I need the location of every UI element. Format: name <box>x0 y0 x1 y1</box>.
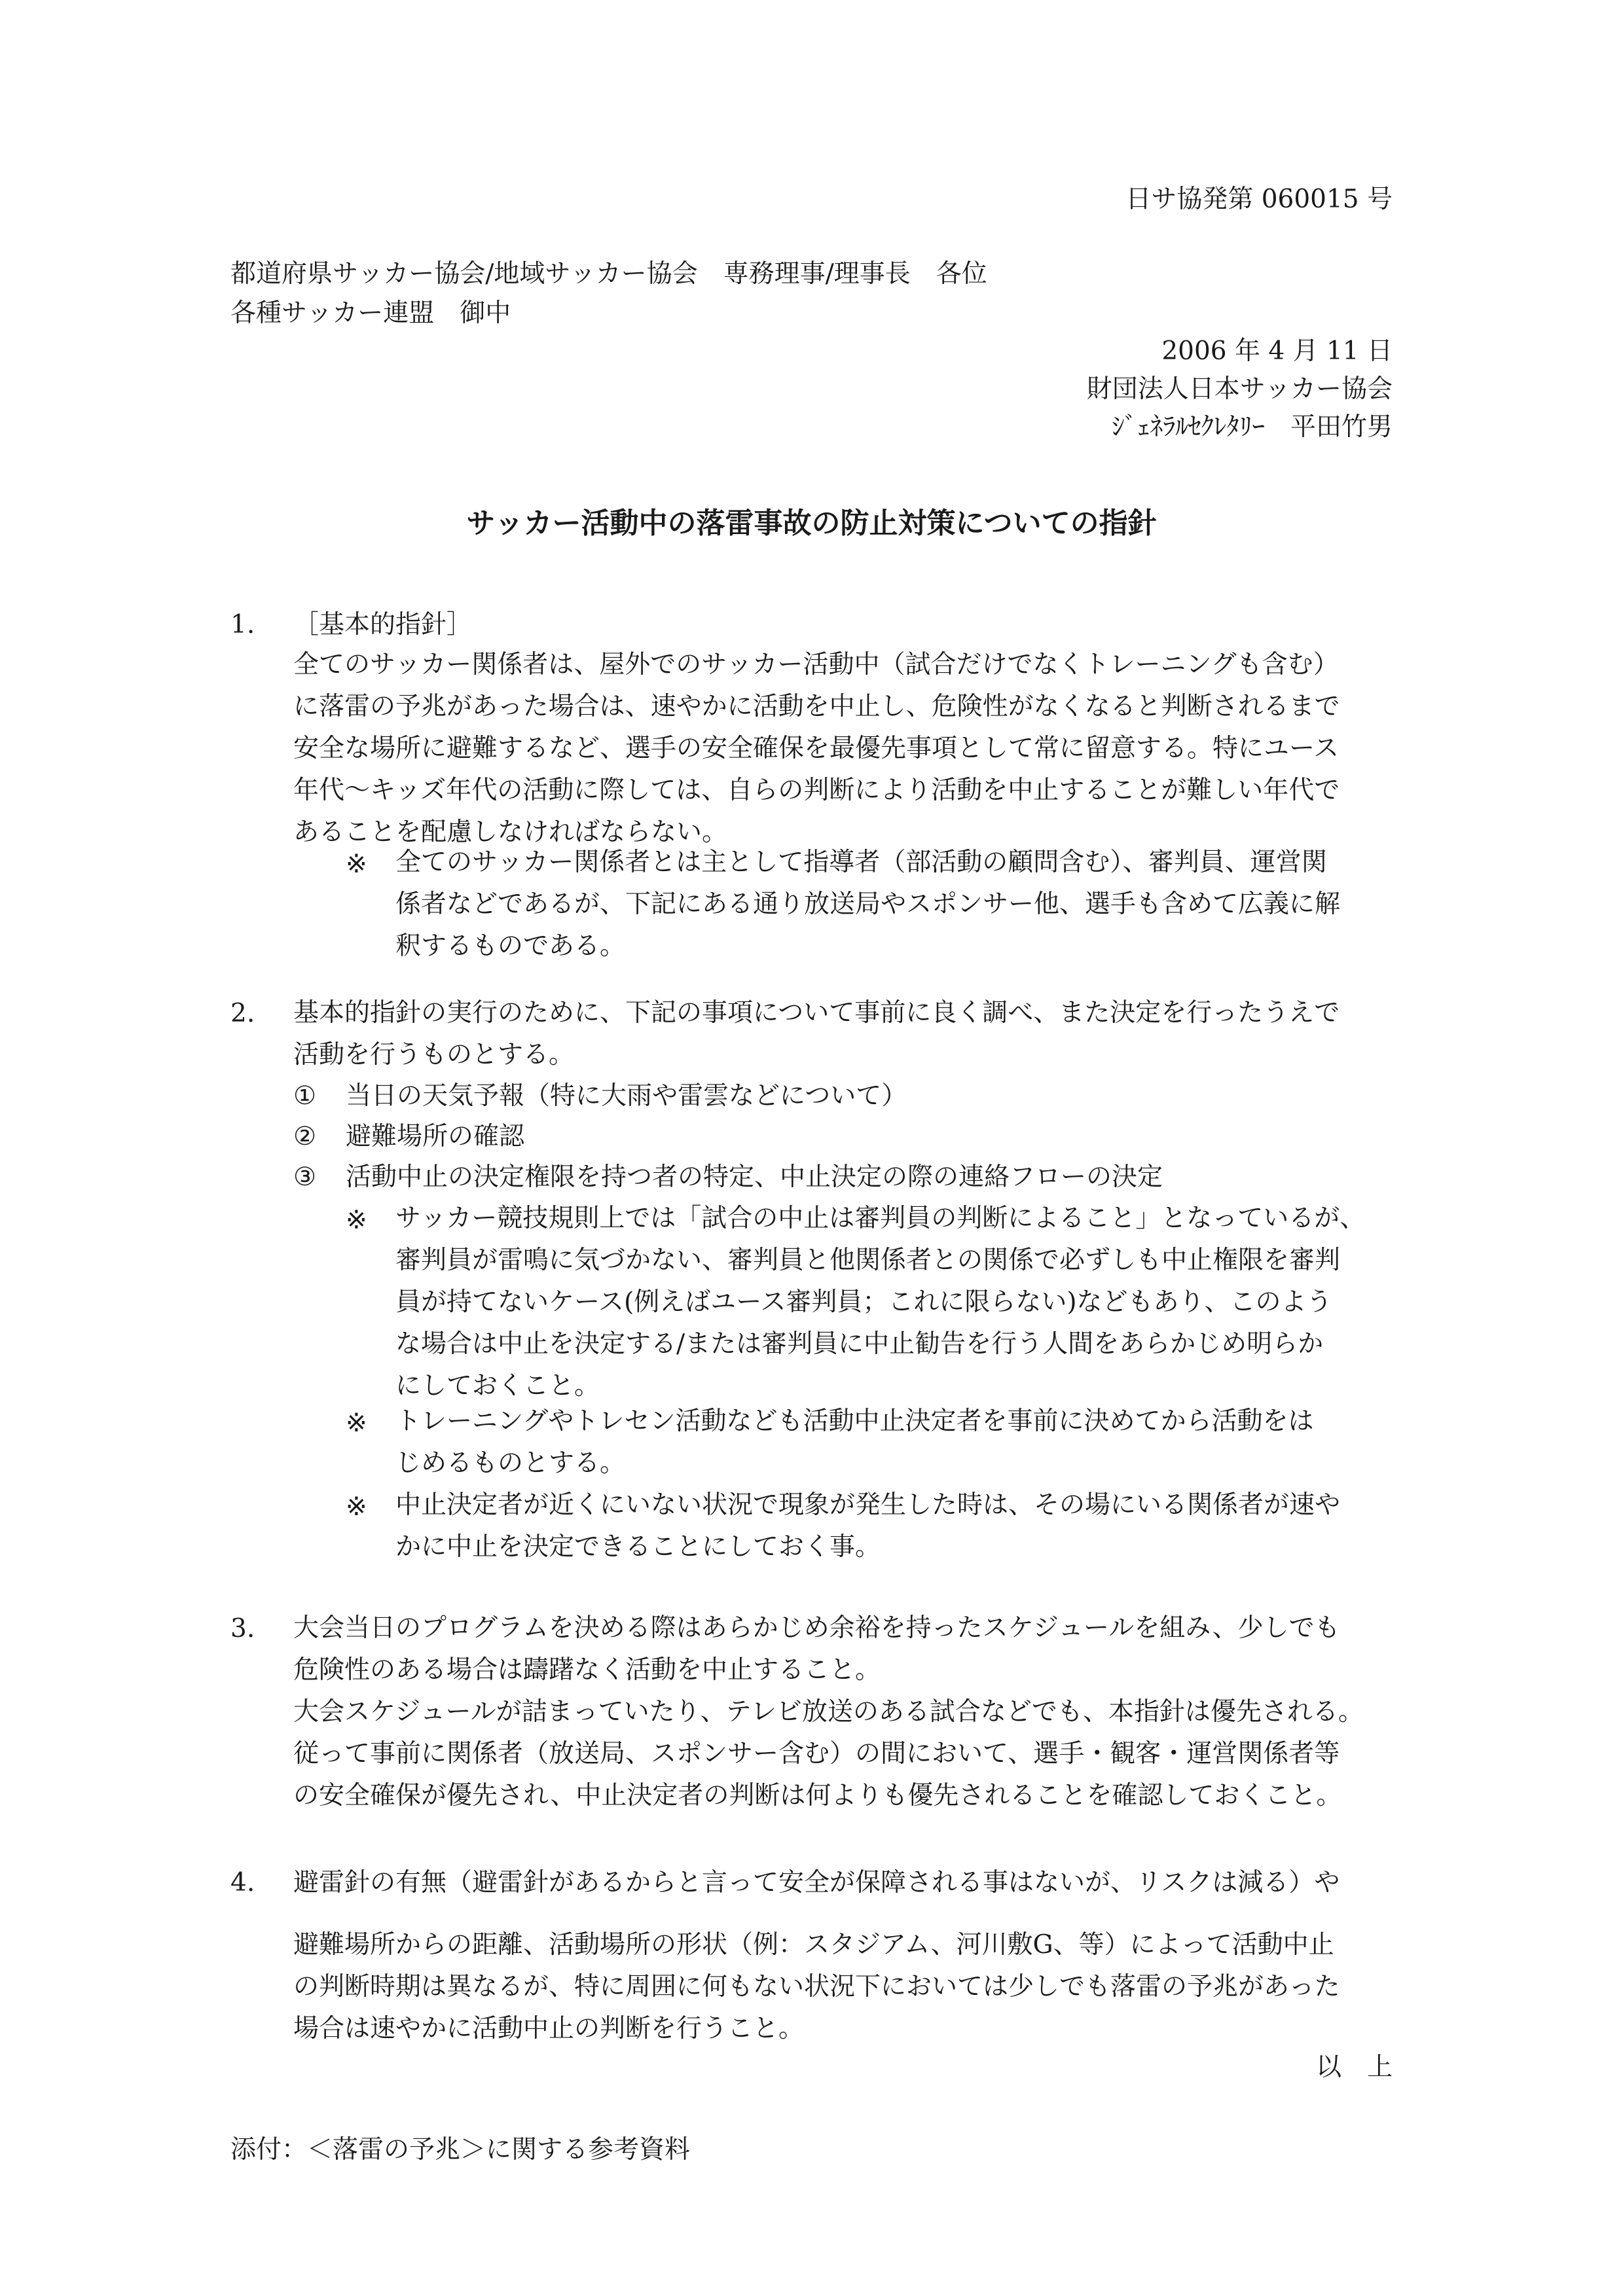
note-line: トレーニングやトレセン活動なども活動中止決定者を事前に決めてから活動をは <box>395 1407 1314 1436</box>
section-1-line: 年代～キッズ年代の活動に際しては、自らの判断により活動を中止することが難しい年代で <box>293 776 1340 805</box>
section-2-note <box>395 1484 1340 1568</box>
section-3-line: 従って事前に関係者（放送局、スポンサー含む）の間において、選手・観客・運営関係者等 <box>293 1739 1340 1768</box>
section-3-line: 大会当日のプログラムを決める際はあらかじめ余裕を持ったスケジュールを組み、少しでも <box>293 1613 1340 1643</box>
addressee-line-1: 都道府県サッカー協会/地域サッカー協会 専務理事/理事長 各位 <box>230 259 987 289</box>
section-1-line: 全てのサッカー関係者は、屋外でのサッカー活動中（試合だけでなくトレーニングも含む） <box>293 650 1339 679</box>
note-line: 員が持てないケース(例えばユース審判員；これに限らない)などもあり、このよう <box>395 1287 1332 1317</box>
section-2-number: 2. <box>230 999 255 1028</box>
document-number: 日サ協発第 060015 号 <box>1125 185 1393 214</box>
attachment-note: 添付：＜落雷の予兆＞に関する参考資料 <box>230 2135 691 2164</box>
addressee-line-2: 各種サッカー連盟 御中 <box>230 298 511 328</box>
note-line: 全てのサッカー関係者とは主として指導者（部活動の顧問含む）、審判員、運営関 <box>395 848 1327 877</box>
section-4-number: 4. <box>230 1868 255 1897</box>
section-4-first-line: 避雷針の有無（避雷針があるからと言って安全が保障される事はないが、リスクは減る）や <box>293 1868 1340 1897</box>
section-2-note <box>395 1401 1313 1484</box>
section-4-line: 避難場所からの距離、活動場所の形状（例：スタジアム、河川敷G、等）によって活動中止 <box>293 1930 1334 1960</box>
reference-mark: ※ <box>346 1408 367 1438</box>
section-4-body <box>293 1924 1340 2050</box>
reference-mark: ※ <box>346 1206 367 1235</box>
section-1-heading: ［基本的指針］ <box>293 610 473 639</box>
section-1-body <box>293 644 1340 853</box>
reference-mark: ※ <box>346 1492 367 1522</box>
issue-date: 2006 年 4 月 11 日 <box>1161 336 1393 366</box>
section-3-body <box>293 1607 1364 1817</box>
note-line: サッカー競技規則上では「試合の中止は審判員の判断によること」となっているが、 <box>395 1204 1366 1233</box>
sender-person: ｼﾞｪﾈﾗﾙｾｸﾚﾀﾘｰ 平田竹男 <box>1111 412 1393 442</box>
section-3-number: 3. <box>230 1614 255 1643</box>
section-3-line: 大会スケジュールが詰まっていたり、テレビ放送のある試合などでも、本指針は優先される。 <box>293 1697 1364 1727</box>
section-4-line: の判断時期は異なるが、特に周囲に何もない状況下においては少しでも落雷の予兆があった <box>293 1972 1340 2001</box>
note-line: じめるものとする。 <box>395 1448 626 1478</box>
item-mark: ② <box>293 1122 316 1151</box>
section-2-line: 活動を行うものとする。 <box>293 1040 575 1069</box>
item-text: 避難場所の確認 <box>346 1122 525 1151</box>
note-line: な場合は中止を決定する/または審判員に中止勧告を行う人間をあらかじめ明らか <box>395 1329 1324 1359</box>
note-line: かに中止を決定できることにしておく事。 <box>395 1532 881 1562</box>
section-3-line: 危険性のある場合は躊躇なく活動を中止すること。 <box>293 1655 881 1685</box>
note-line: 審判員が雷鳴に気づかない、審判員と他関係者との関係で必ずしも中止権限を審判 <box>395 1246 1341 1275</box>
note-line: 係者などであるが、下記にある通り放送局やスポンサー他、選手も含めて広義に解 <box>395 889 1341 919</box>
item-text: 活動中止の決定権限を持つ者の特定、中止決定の際の連絡フローの決定 <box>346 1162 1163 1192</box>
section-2-note <box>395 1198 1365 1407</box>
note-line: 釈するものである。 <box>395 931 626 961</box>
section-1-line: に落雷の予兆があった場合は、速やかに活動を中止し、危険性がなくなると判断されるまで <box>293 692 1340 721</box>
reference-mark: ※ <box>346 850 367 879</box>
item-mark: ③ <box>293 1162 316 1192</box>
closing-mark: 以 上 <box>1315 2053 1393 2082</box>
section-2-line: 基本的指針の実行のために、下記の事項について事前に良く調べ、また決定を行ったうえで <box>293 998 1340 1028</box>
note-line: 中止決定者が近くにいない状況で現象が発生した時は、その場にいる関係者が速や <box>395 1490 1341 1520</box>
section-2-body <box>293 992 1340 1076</box>
item-mark: ① <box>293 1081 316 1111</box>
section-1-line: あることを配慮しなければならない。 <box>293 817 728 847</box>
section-3-line: の安全確保が優先され、中止決定者の判断は何よりも優先されることを確認しておくこと。 <box>293 1781 1342 1810</box>
note-line: にしておくこと。 <box>395 1371 600 1401</box>
sender-organization: 財団法人日本サッカー協会 <box>1086 374 1393 404</box>
section-1-number: 1. <box>230 610 255 639</box>
section-1-note <box>395 842 1340 967</box>
section-1-line: 安全な場所に避難するなど、選手の安全確保を最優先事項として常に留意する。特にユース <box>293 734 1340 763</box>
section-4-line: 場合は速やかに活動中止の判断を行うこと。 <box>293 2014 805 2043</box>
item-text: 当日の天気予報（特に大雨や雷雲などについて） <box>346 1081 907 1111</box>
document-title: サッカー活動中の落雷事故の防止対策についての指針 <box>466 507 1157 540</box>
